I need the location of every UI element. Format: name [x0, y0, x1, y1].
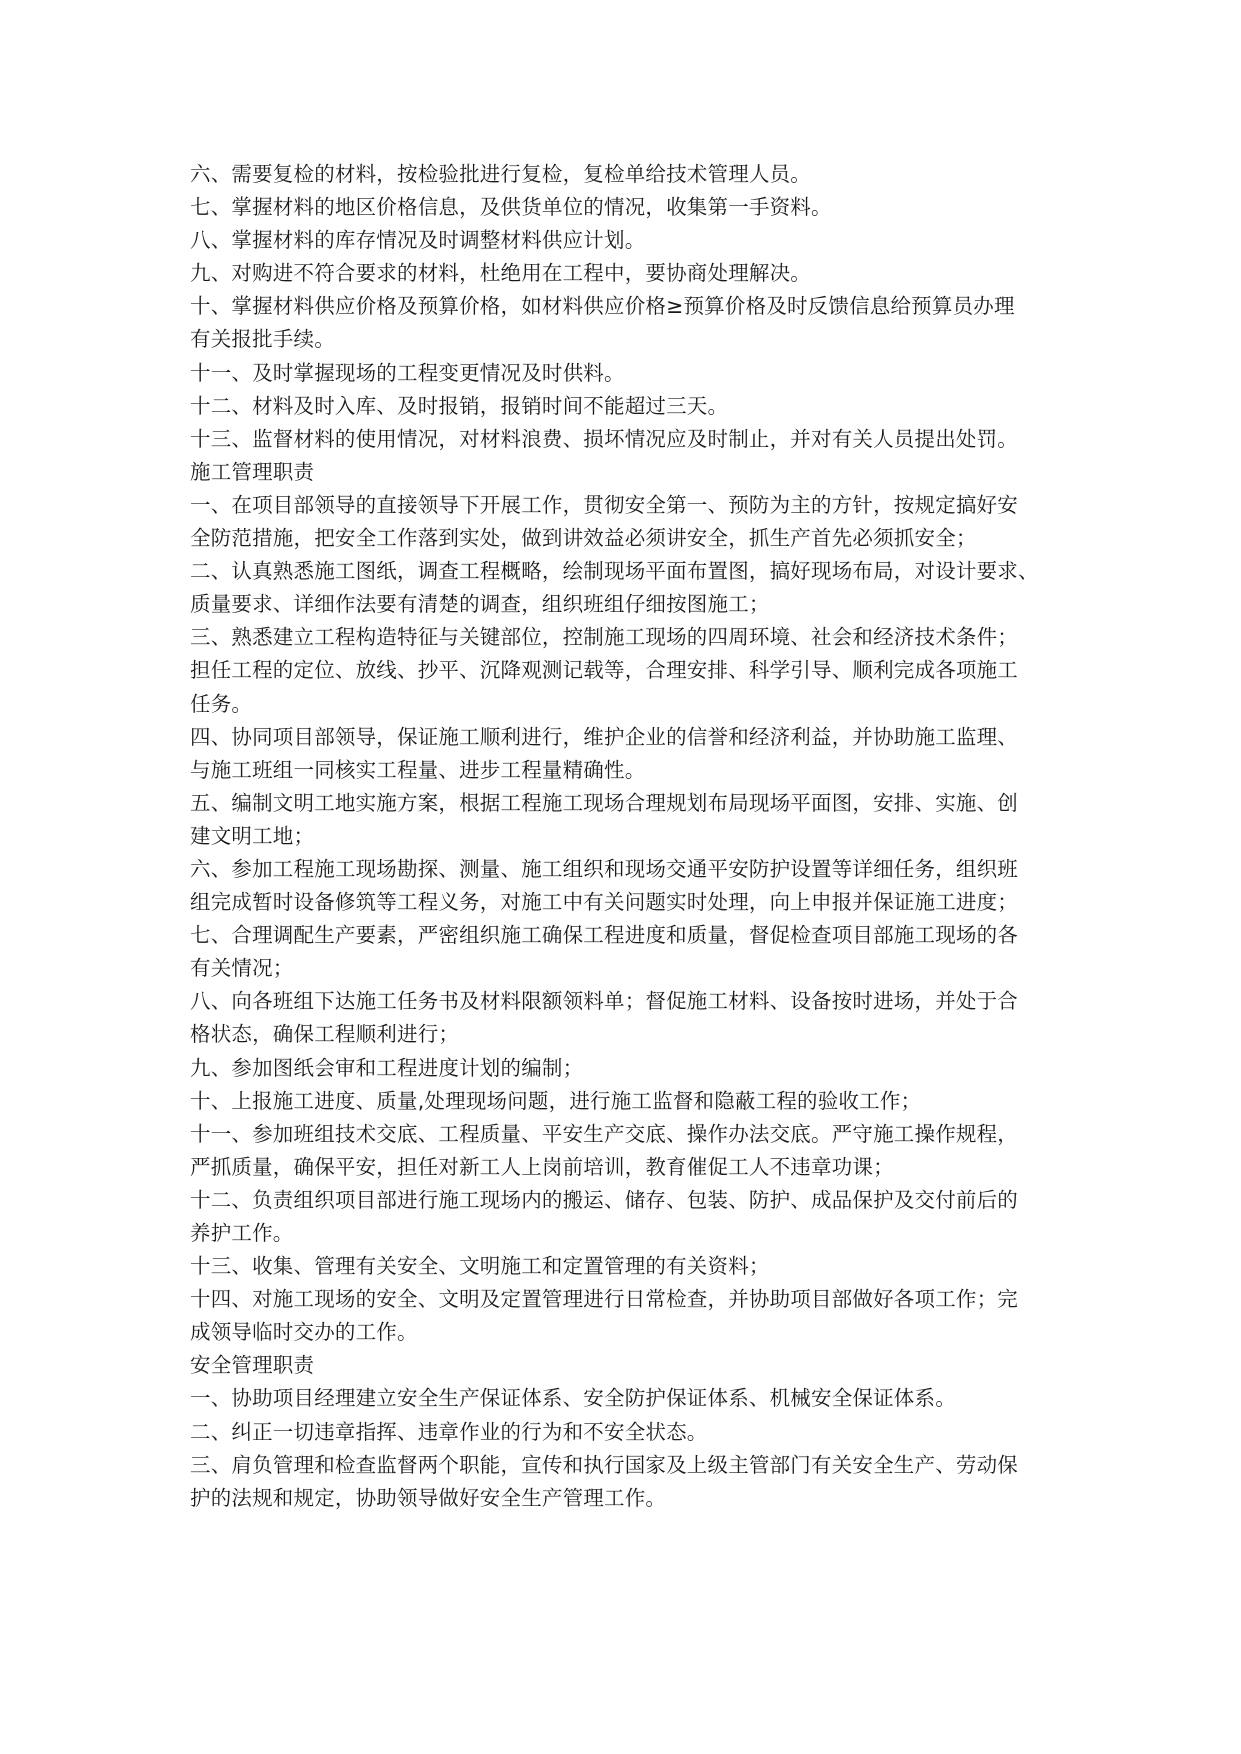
text-line: 安全管理职责	[190, 1353, 315, 1378]
text-line: 九、参加图纸会审和工程进度计划的编制；	[190, 1055, 584, 1080]
text-line: 严抓质量，确保平安，担任对新工人上岗前培训，教育催促工人不违章功课；	[190, 1154, 894, 1179]
text-line: 十一、及时掌握现场的工程变更情况及时供料。	[190, 360, 625, 385]
text-line: 二、纠正一切违章指挥、违章作业的行为和不安全状态。	[190, 1419, 708, 1444]
text-line: 一、在项目部领导的直接领导下开展工作，贯彻安全第一、预防为主的方针，按规定搞好安	[190, 492, 1018, 517]
text-line: 八、向各班组下达施工任务书及材料限额领料单；督促施工材料、设备按时进场，并处于合	[190, 989, 1018, 1014]
text-line: 十、掌握材料供应价格及预算价格，如材料供应价格≥预算价格及时反馈信息给预算员办理	[190, 294, 1015, 319]
text-line: 十三、监督材料的使用情况，对材料浪费、损坏情况应及时制止，并对有关人员提出处罚。	[190, 426, 1018, 451]
text-line: 三、肩负管理和检查监督两个职能，宣传和执行国家及上级主管部门有关安全生产、劳动保	[190, 1452, 1018, 1477]
text-line: 全防范措施，把安全工作落到实处，做到讲效益必须讲安全，抓生产首先必须抓安全；	[190, 526, 977, 551]
text-line: 四、协同项目部领导，保证施工顺利进行，维护企业的信誉和经济利益，并协助施工监理、	[190, 724, 1018, 749]
text-line: 施工管理职责	[190, 459, 315, 484]
text-line: 质量要求、详细作法要有清楚的调查，组织班组仔细按图施工；	[190, 592, 770, 617]
text-line: 七、合理调配生产要素，严密组织施工确保工程进度和质量，督促检查项目部施工现场的各	[190, 923, 1018, 948]
text-line: 十三、收集、管理有关安全、文明施工和定置管理的有关资料；	[190, 1254, 770, 1279]
text-line: 六、需要复检的材料，按检验批进行复检，复检单给技术管理人员。	[190, 162, 811, 186]
text-line: 八、掌握材料的库存情况及时调整材料供应计划。	[190, 228, 646, 253]
text-line: 任务。	[190, 691, 253, 716]
text-line: 担任工程的定位、放线、抄平、沉降观测记载等，合理安排、科学引导、顺利完成各项施工	[190, 658, 1018, 683]
text-line: 五、编制文明工地实施方案，根据工程施工现场合理规划布局现场平面图，安排、实施、创	[190, 790, 1018, 815]
text-line: 有关报批手续。	[190, 327, 335, 352]
text-line: 组完成暂时设备修筑等工程义务，对施工中有关问题实时处理，向上申报并保证施工进度；	[190, 890, 1018, 915]
text-line: 格状态，确保工程顺利进行；	[190, 1022, 460, 1047]
text-line: 一、协助项目经理建立安全生产保证体系、安全防护保证体系、机械安全保证体系。	[190, 1386, 956, 1411]
text-line: 六、参加工程施工现场勘探、测量、施工组织和现场交通平安防护设置等详细任务，组织班	[190, 856, 1018, 881]
text-line: 三、熟悉建立工程构造特征与关键部位，控制施工现场的四周环境、社会和经济技术条件；	[190, 625, 1018, 650]
text-line: 十二、材料及时入库、及时报销，报销时间不能超过三天。	[190, 393, 729, 418]
text-line: 七、掌握材料的地区价格信息，及供货单位的情况，收集第一手资料。	[190, 195, 832, 220]
document-body	[190, 158, 1060, 1515]
text-line: 二、认真熟悉施工图纸，调查工程概略，绘制现场平面布置图，搞好现场布局，对设计要求、	[190, 559, 1039, 584]
text-line: 建文明工地；	[190, 823, 315, 848]
text-line: 养护工作。	[190, 1221, 294, 1245]
text-line: 护的法规和规定，协助领导做好安全生产管理工作。	[190, 1485, 667, 1510]
text-line: 与施工班组一同核实工程量、进步工程量精确性。	[190, 757, 646, 782]
text-line: 有关情况；	[190, 956, 294, 981]
text-line: 十四、对施工现场的安全、文明及定置管理进行日常检查，并协助项目部做好各项工作；完	[190, 1287, 1018, 1312]
text-line: 成领导临时交办的工作。	[190, 1320, 418, 1345]
text-line: 十二、负责组织项目部进行施工现场内的搬运、储存、包装、防护、成品保护及交付前后的	[190, 1187, 1018, 1212]
text-line: 九、对购进不符合要求的材料，杜绝用在工程中，要协商处理解决。	[190, 261, 811, 286]
text-line: 十、上报施工进度、质量,处理现场问题，进行施工监督和隐蔽工程的验收工作；	[190, 1088, 922, 1113]
text-line: 十一、参加班组技术交底、工程质量、平安生产交底、操作办法交底。严守施工操作规程，	[190, 1121, 1018, 1146]
